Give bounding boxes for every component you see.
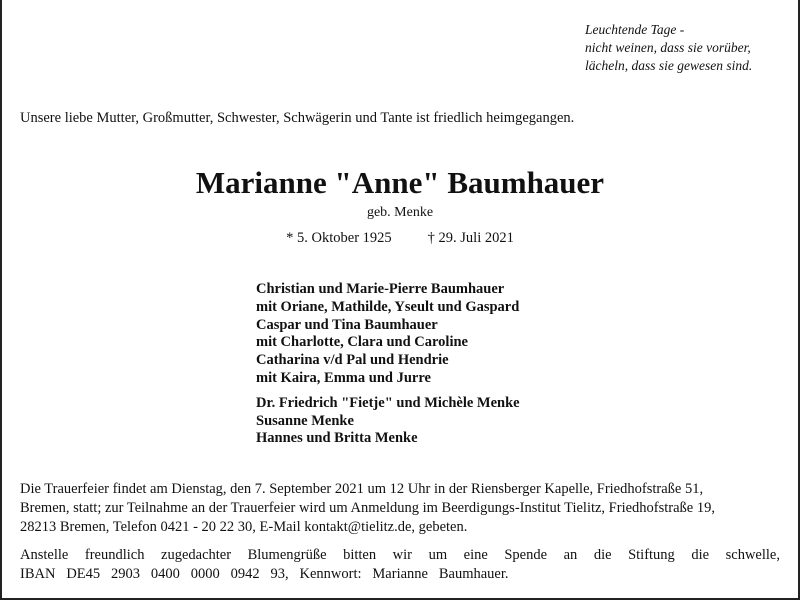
donation-info <box>20 546 780 584</box>
mourner-line: Hannes und Britta Menke <box>256 430 418 447</box>
donation-word: die <box>691 547 710 563</box>
mourner-line: Catharina v/d Pal und Hendrie <box>256 352 449 369</box>
donation-line-1 <box>20 546 780 565</box>
quote-line: Leuchtende Tage - <box>585 22 685 37</box>
ceremony-line: 28213 Bremen, Telefon 0421 - 20 22 30, E-Mail kontakt@tielitz.de, gebeten. <box>20 519 468 535</box>
donation-word: Anstelle <box>20 547 69 563</box>
ceremony-text: Bremen, statt; zur Teilnahme an der Trauerfeier wird um Anmeldung im Beerdigungs-Institut Tielitz, Friedhofstraße 19, <box>20 500 715 516</box>
ceremony-text: Die Trauerfeier findet am Dienstag, den 7. September 2021 um 12 Uhr in der Riensberger Kapelle, Friedhofstraße 51, <box>20 481 704 497</box>
mourners-group-2 <box>256 395 520 448</box>
intro-text: Unsere liebe Mutter, Großmutter, Schwester, Schwägerin und Tante ist friedlich heimgegangen. <box>20 110 575 126</box>
donation-word: freundlich <box>84 547 145 563</box>
mourner-line: Caspar und Tina Baumhauer <box>256 316 438 333</box>
donation-word: die <box>593 547 612 563</box>
birth-date: * 5. Oktober 1925 <box>286 230 392 246</box>
ceremony-line <box>20 480 780 499</box>
donation-word: zugedachter <box>161 547 232 563</box>
donation-line-2: IBAN DE45 2903 0400 0000 0942 93, Kennwort: Marianne Baumhauer. <box>20 566 509 582</box>
mourner-line: mit Oriane, Mathilde, Yseult und Gaspard <box>256 298 520 315</box>
ceremony-info <box>20 480 780 537</box>
birth-name: geb. Menke <box>366 205 434 220</box>
quote-line: lächeln, dass sie gewesen sind. <box>585 58 753 73</box>
donation-word: wir <box>392 547 413 563</box>
mourner-line: mit Kaira, Emma und Jurre <box>256 369 431 386</box>
donation-word: an <box>563 547 578 563</box>
mourners-group-1 <box>256 281 520 388</box>
death-date: † 29. Juli 2021 <box>427 230 514 246</box>
ceremony-line <box>20 499 780 518</box>
mourners-list <box>256 281 520 448</box>
deceased-name: Marianne "Anne" Baumhauer <box>195 165 605 200</box>
donation-word: bitten <box>343 547 377 563</box>
mourner-line: Christian und Marie-Pierre Baumhauer <box>256 281 505 297</box>
donation-word: Stiftung <box>628 547 675 563</box>
donation-word: Blumengrüße <box>247 547 327 563</box>
donation-word: um <box>428 547 448 563</box>
donation-word: Spende <box>504 547 548 563</box>
epigraph-quote <box>585 21 752 75</box>
quote-line: nicht weinen, dass sie vorüber, <box>585 40 751 55</box>
donation-word: schwelle, <box>725 547 780 563</box>
mourner-line: mit Charlotte, Clara und Caroline <box>256 334 468 351</box>
mourner-line: Susanne Menke <box>256 412 354 429</box>
life-dates <box>0 230 800 247</box>
donation-word: eine <box>463 547 488 563</box>
mourner-line: Dr. Friedrich "Fietje" und Michèle Menke <box>256 394 520 411</box>
